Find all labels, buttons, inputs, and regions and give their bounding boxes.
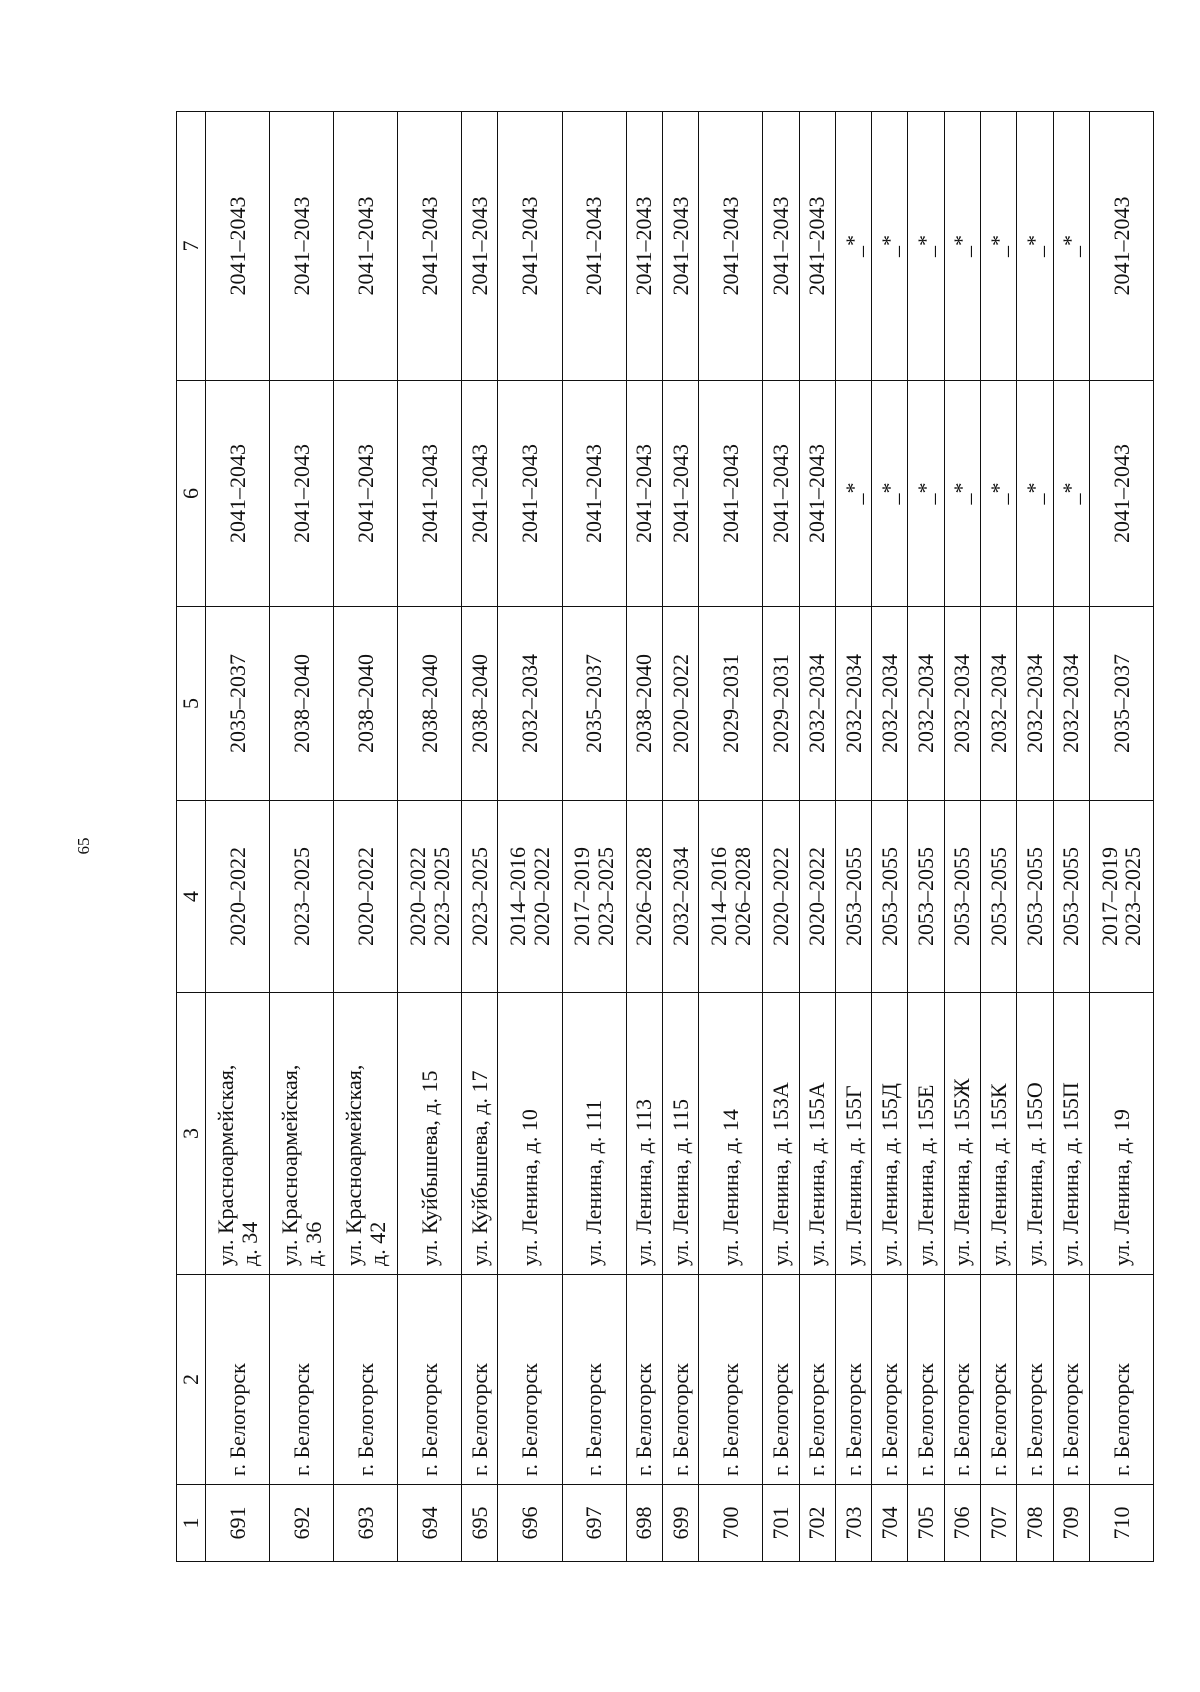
column-header-6: 6 <box>177 381 206 607</box>
period-col4-cell: 2020–2022 2023–2025 <box>398 801 462 993</box>
period-col5-cell: 2035–2037 <box>1089 607 1153 801</box>
row-number: 709 <box>1053 1485 1089 1562</box>
table-row <box>498 112 562 1562</box>
period-col7-cell: 2041–2043 <box>799 112 835 381</box>
address-cell: ул. Красноармейская, д. 34 <box>206 993 270 1275</box>
row-number: 693 <box>334 1485 398 1562</box>
row-number: 708 <box>1017 1485 1053 1562</box>
period-col5-cell: 2032–2034 <box>498 607 562 801</box>
row-number: 701 <box>763 1485 799 1562</box>
address-cell: ул. Ленина, д. 155П <box>1053 993 1089 1275</box>
city-cell: г. Белогорск <box>944 1275 980 1485</box>
period-col4-cell: 2053–2055 <box>1017 801 1053 993</box>
period-col7-cell: 2041–2043 <box>662 112 698 381</box>
period-col6-cell: _* <box>1017 381 1053 607</box>
period-col5-cell: 2032–2034 <box>908 607 944 801</box>
period-col4-cell: 2053–2055 <box>835 801 871 993</box>
city-cell: г. Белогорск <box>835 1275 871 1485</box>
column-header-3: 3 <box>177 993 206 1275</box>
period-col6-cell: 2041–2043 <box>498 381 562 607</box>
address-cell: ул. Ленина, д. 115 <box>662 993 698 1275</box>
table-row <box>981 112 1017 1562</box>
period-col7-cell: _* <box>981 112 1017 381</box>
column-header-7: 7 <box>177 112 206 381</box>
table-row <box>1053 112 1089 1562</box>
city-cell: г. Белогорск <box>270 1275 334 1485</box>
table-row <box>799 112 835 1562</box>
period-col7-cell: 2041–2043 <box>462 112 498 381</box>
row-number: 700 <box>699 1485 763 1562</box>
address-cell: ул. Куйбышева, д. 17 <box>462 993 498 1275</box>
data-table <box>176 111 1154 1562</box>
period-col6-cell: 2041–2043 <box>206 381 270 607</box>
address-cell: ул. Куйбышева, д. 15 <box>398 993 462 1275</box>
address-cell: ул. Красноармейская, д. 42 <box>334 993 398 1275</box>
row-number: 710 <box>1089 1485 1153 1562</box>
period-col4-cell: 2020–2022 <box>206 801 270 993</box>
table-row <box>1089 112 1153 1562</box>
period-col6-cell: 2041–2043 <box>662 381 698 607</box>
period-col5-cell: 2038–2040 <box>462 607 498 801</box>
period-col7-cell: 2041–2043 <box>626 112 662 381</box>
address-cell: ул. Ленина, д. 155Е <box>908 993 944 1275</box>
city-cell: г. Белогорск <box>981 1275 1017 1485</box>
period-col6-cell: _* <box>1053 381 1089 607</box>
period-col7-cell: _* <box>835 112 871 381</box>
address-cell: ул. Ленина, д. 19 <box>1089 993 1153 1275</box>
table-row <box>662 112 698 1562</box>
period-col7-cell: _* <box>1053 112 1089 381</box>
table-row <box>763 112 799 1562</box>
table-row <box>835 112 871 1562</box>
table-row <box>944 112 980 1562</box>
period-col5-cell: 2029–2031 <box>763 607 799 801</box>
table-row <box>1017 112 1053 1562</box>
period-col6-cell: 2041–2043 <box>270 381 334 607</box>
city-cell: г. Белогорск <box>398 1275 462 1485</box>
row-number: 695 <box>462 1485 498 1562</box>
address-cell: ул. Ленина, д. 155Ж <box>944 993 980 1275</box>
period-col5-cell: 2038–2040 <box>270 607 334 801</box>
period-col7-cell: 2041–2043 <box>562 112 626 381</box>
period-col5-cell: 2038–2040 <box>626 607 662 801</box>
city-cell: г. Белогорск <box>626 1275 662 1485</box>
period-col5-cell: 2032–2034 <box>799 607 835 801</box>
address-cell: ул. Ленина, д. 14 <box>699 993 763 1275</box>
address-cell: ул. Ленина, д. 155А <box>799 993 835 1275</box>
period-col7-cell: _* <box>908 112 944 381</box>
column-header-2: 2 <box>177 1275 206 1485</box>
period-col7-cell: _* <box>1017 112 1053 381</box>
city-cell: г. Белогорск <box>334 1275 398 1485</box>
period-col4-cell: 2020–2022 <box>763 801 799 993</box>
city-cell: г. Белогорск <box>662 1275 698 1485</box>
period-col7-cell: 2041–2043 <box>334 112 398 381</box>
period-col5-cell: 2032–2034 <box>981 607 1017 801</box>
column-header-5: 5 <box>177 607 206 801</box>
period-col7-cell: 2041–2043 <box>498 112 562 381</box>
row-number: 702 <box>799 1485 835 1562</box>
period-col5-cell: 2032–2034 <box>835 607 871 801</box>
table-row <box>626 112 662 1562</box>
row-number: 691 <box>206 1485 270 1562</box>
period-col7-cell: 2041–2043 <box>398 112 462 381</box>
table-row <box>908 112 944 1562</box>
period-col5-cell: 2029–2031 <box>699 607 763 801</box>
row-number: 699 <box>662 1485 698 1562</box>
table-row <box>206 112 270 1562</box>
period-col6-cell: 2041–2043 <box>462 381 498 607</box>
period-col6-cell: _* <box>981 381 1017 607</box>
period-col5-cell: 2032–2034 <box>944 607 980 801</box>
period-col5-cell: 2020–2022 <box>662 607 698 801</box>
row-number: 705 <box>908 1485 944 1562</box>
period-col5-cell: 2035–2037 <box>206 607 270 801</box>
period-col6-cell: _* <box>908 381 944 607</box>
period-col5-cell: 2038–2040 <box>334 607 398 801</box>
period-col6-cell: 2041–2043 <box>398 381 462 607</box>
row-number: 698 <box>626 1485 662 1562</box>
table-row <box>699 112 763 1562</box>
period-col6-cell: _* <box>835 381 871 607</box>
period-col6-cell: 2041–2043 <box>1089 381 1153 607</box>
address-cell: ул. Ленина, д. 155К <box>981 993 1017 1275</box>
address-cell: ул. Ленина, д. 111 <box>562 993 626 1275</box>
row-number: 697 <box>562 1485 626 1562</box>
address-cell: ул. Ленина, д. 153А <box>763 993 799 1275</box>
row-number: 694 <box>398 1485 462 1562</box>
address-cell: ул. Ленина, д. 155Г <box>835 993 871 1275</box>
city-cell: г. Белогорск <box>1017 1275 1053 1485</box>
period-col4-cell: 2014–2016 2026–2028 <box>699 801 763 993</box>
period-col6-cell: 2041–2043 <box>626 381 662 607</box>
table-body <box>206 112 1154 1562</box>
city-cell: г. Белогорск <box>462 1275 498 1485</box>
period-col7-cell: _* <box>872 112 908 381</box>
address-cell: ул. Ленина, д. 155Д <box>872 993 908 1275</box>
period-col6-cell: 2041–2043 <box>334 381 398 607</box>
column-header-1: 1 <box>177 1485 206 1562</box>
period-col4-cell: 2023–2025 <box>462 801 498 993</box>
row-number: 703 <box>835 1485 871 1562</box>
table-row <box>398 112 462 1562</box>
period-col4-cell: 2053–2055 <box>908 801 944 993</box>
table-row <box>334 112 398 1562</box>
row-number: 707 <box>981 1485 1017 1562</box>
city-cell: г. Белогорск <box>1053 1275 1089 1485</box>
city-cell: г. Белогорск <box>699 1275 763 1485</box>
period-col4-cell: 2053–2055 <box>981 801 1017 993</box>
period-col4-cell: 2053–2055 <box>1053 801 1089 993</box>
period-col5-cell: 2032–2034 <box>1017 607 1053 801</box>
table-row <box>270 112 334 1562</box>
period-col7-cell: 2041–2043 <box>206 112 270 381</box>
period-col4-cell: 2017–2019 2023–2025 <box>562 801 626 993</box>
period-col4-cell: 2017–2019 2023–2025 <box>1089 801 1153 993</box>
period-col5-cell: 2032–2034 <box>872 607 908 801</box>
row-number: 696 <box>498 1485 562 1562</box>
period-col4-cell: 2032–2034 <box>662 801 698 993</box>
row-number: 692 <box>270 1485 334 1562</box>
period-col6-cell: 2041–2043 <box>562 381 626 607</box>
period-col6-cell: _* <box>872 381 908 607</box>
period-col4-cell: 2020–2022 <box>334 801 398 993</box>
city-cell: г. Белогорск <box>763 1275 799 1485</box>
period-col6-cell: _* <box>944 381 980 607</box>
period-col7-cell: 2041–2043 <box>763 112 799 381</box>
table-row <box>872 112 908 1562</box>
period-col6-cell: 2041–2043 <box>799 381 835 607</box>
column-header-4: 4 <box>177 801 206 993</box>
row-number: 706 <box>944 1485 980 1562</box>
period-col5-cell: 2035–2037 <box>562 607 626 801</box>
city-cell: г. Белогорск <box>498 1275 562 1485</box>
city-cell: г. Белогорск <box>872 1275 908 1485</box>
address-cell: ул. Красноармейская, д. 36 <box>270 993 334 1275</box>
table-row <box>562 112 626 1562</box>
period-col6-cell: 2041–2043 <box>699 381 763 607</box>
address-cell: ул. Ленина, д. 155О <box>1017 993 1053 1275</box>
period-col4-cell: 2053–2055 <box>944 801 980 993</box>
period-col4-cell: 2020–2022 <box>799 801 835 993</box>
table-row <box>462 112 498 1562</box>
period-col7-cell: 2041–2043 <box>270 112 334 381</box>
period-col4-cell: 2014–2016 2020–2022 <box>498 801 562 993</box>
city-cell: г. Белогорск <box>799 1275 835 1485</box>
period-col7-cell: 2041–2043 <box>1089 112 1153 381</box>
period-col4-cell: 2053–2055 <box>872 801 908 993</box>
city-cell: г. Белогорск <box>908 1275 944 1485</box>
period-col5-cell: 2038–2040 <box>398 607 462 801</box>
city-cell: г. Белогорск <box>1089 1275 1153 1485</box>
rotated-table-area <box>176 112 1200 1540</box>
period-col6-cell: 2041–2043 <box>763 381 799 607</box>
header-row <box>177 112 206 1562</box>
address-cell: ул. Ленина, д. 113 <box>626 993 662 1275</box>
row-number: 704 <box>872 1485 908 1562</box>
period-col4-cell: 2026–2028 <box>626 801 662 993</box>
city-cell: г. Белогорск <box>206 1275 270 1485</box>
period-col5-cell: 2032–2034 <box>1053 607 1089 801</box>
city-cell: г. Белогорск <box>562 1275 626 1485</box>
page-number: 65 <box>74 837 93 855</box>
period-col4-cell: 2023–2025 <box>270 801 334 993</box>
period-col7-cell: 2041–2043 <box>699 112 763 381</box>
period-col7-cell: _* <box>944 112 980 381</box>
address-cell: ул. Ленина, д. 10 <box>498 993 562 1275</box>
